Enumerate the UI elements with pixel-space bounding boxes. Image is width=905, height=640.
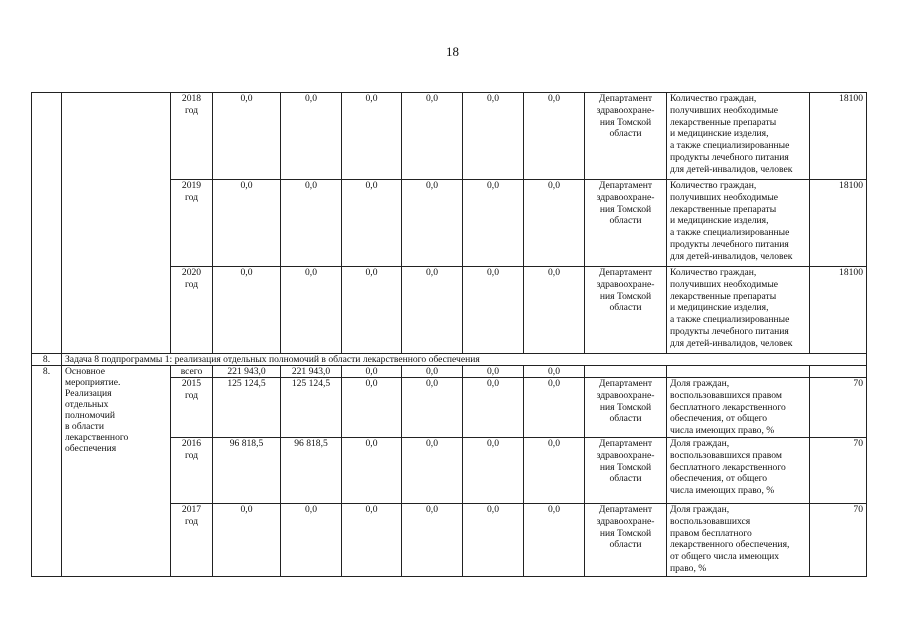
target-value-cell: 70 — [810, 504, 867, 577]
total-row — [32, 366, 867, 378]
value-cell: 0,0 — [524, 93, 585, 180]
target-value-cell: 70 — [810, 438, 867, 504]
value-cell: 0,0 — [402, 504, 463, 577]
value-cell: 96 818,5 — [281, 438, 342, 504]
department-cell: Департамент здравоохране- ния Томской области — [585, 504, 667, 577]
target-value-cell: 18100 — [810, 180, 867, 267]
department-cell: Департамент здравоохране- ния Томской области — [585, 93, 667, 180]
value-cell: 0,0 — [463, 378, 524, 438]
event-number: 8. — [32, 366, 62, 577]
value-cell: 0,0 — [342, 93, 402, 180]
value-cell: 0,0 — [463, 267, 524, 354]
value-cell: 0,0 — [281, 93, 342, 180]
target-value-cell: 18100 — [810, 93, 867, 180]
year-cell: 2017 год — [171, 504, 213, 577]
value-cell: 0,0 — [524, 378, 585, 438]
value-cell: 0,0 — [463, 93, 524, 180]
event-cell-empty — [62, 93, 171, 354]
total-value-cell: 221 943,0 — [213, 366, 281, 378]
total-value-cell: 0,0 — [402, 366, 463, 378]
value-cell: 0,0 — [281, 180, 342, 267]
value-cell: 0,0 — [463, 438, 524, 504]
indicator-cell: Доля граждан, воспользовавшихся правом бесплатного лекарственного обеспечения, от общего числа имеющих право, % — [667, 438, 810, 504]
value-cell: 96 818,5 — [213, 438, 281, 504]
total-value-cell: 0,0 — [524, 366, 585, 378]
department-cell: Департамент здравоохране- ния Томской области — [585, 180, 667, 267]
value-cell: 125 124,5 — [281, 378, 342, 438]
value-cell: 0,0 — [524, 267, 585, 354]
indicator-cell: Количество граждан, получивших необходимые лекарственные препараты и медицинские изделия, а также специализированные продукты лечебного питания для детей-инвалидов, человек — [667, 267, 810, 354]
value-cell: 0,0 — [281, 267, 342, 354]
year-cell: 2019 год — [171, 180, 213, 267]
total-value-cell: 0,0 — [342, 366, 402, 378]
year-cell: 2018 год — [171, 93, 213, 180]
department-cell: Департамент здравоохране- ния Томской области — [585, 438, 667, 504]
value-cell: 0,0 — [281, 504, 342, 577]
value-cell: 0,0 — [342, 504, 402, 577]
total-value-cell: 0,0 — [463, 366, 524, 378]
value-cell: 0,0 — [463, 180, 524, 267]
value-cell: 0,0 — [463, 504, 524, 577]
indicator-cell: Количество граждан, получивших необходимые лекарственные препараты и медицинские изделия, а также специализированные продукты лечебного питания для детей-инвалидов, человек — [667, 180, 810, 267]
total-value-cell: 221 943,0 — [281, 366, 342, 378]
indicator-cell-empty — [667, 366, 810, 378]
value-cell: 0,0 — [213, 180, 281, 267]
value-cell: 0,0 — [402, 180, 463, 267]
indicator-cell: Доля граждан, воспользовавшихся правом бесплатного лекарственного обеспечения, от общего числа имеющих право, % — [667, 378, 810, 438]
department-cell: Департамент здравоохране- ния Томской области — [585, 378, 667, 438]
value-cell: 0,0 — [402, 93, 463, 180]
number-cell-empty — [32, 93, 62, 354]
value-cell: 0,0 — [402, 378, 463, 438]
page-number: 18 — [446, 44, 459, 59]
target-value-cell: 70 — [810, 378, 867, 438]
indicator-cell: Количество граждан, получивших необходимые лекарственные препараты и медицинские изделия, а также специализированные продукты лечебного питания для детей-инвалидов, человек — [667, 93, 810, 180]
value-cell: 0,0 — [342, 180, 402, 267]
value-cell: 0,0 — [213, 267, 281, 354]
value-cell: 0,0 — [213, 504, 281, 577]
value-cell: 0,0 — [213, 93, 281, 180]
target-cell-empty — [810, 366, 867, 378]
table-row — [32, 93, 867, 180]
value-cell: 0,0 — [402, 438, 463, 504]
value-cell: 0,0 — [342, 438, 402, 504]
value-cell: 0,0 — [342, 378, 402, 438]
department-cell: Департамент здравоохране- ния Томской области — [585, 267, 667, 354]
value-cell: 0,0 — [402, 267, 463, 354]
program-table — [31, 92, 867, 577]
indicator-cell: Доля граждан, воспользовавшихся правом бесплатного лекарственного обеспечения, от общего числа имеющих право, % — [667, 504, 810, 577]
total-label: всего — [171, 366, 213, 378]
task-title: Задача 8 подпрограммы 1: реализация отдельных полномочий в области лекарственного обеспечения — [62, 354, 867, 366]
value-cell: 0,0 — [524, 438, 585, 504]
target-value-cell: 18100 — [810, 267, 867, 354]
task-row — [32, 354, 867, 366]
department-cell-empty — [585, 366, 667, 378]
value-cell: 0,0 — [524, 180, 585, 267]
year-cell: 2016 год — [171, 438, 213, 504]
year-cell: 2020 год — [171, 267, 213, 354]
task-number: 8. — [32, 354, 62, 366]
value-cell: 0,0 — [342, 267, 402, 354]
year-cell: 2015 год — [171, 378, 213, 438]
value-cell: 125 124,5 — [213, 378, 281, 438]
value-cell: 0,0 — [524, 504, 585, 577]
event-name: Основное мероприятие. Реализация отдельных полномочий в области лекарственного обеспечения — [62, 366, 171, 577]
